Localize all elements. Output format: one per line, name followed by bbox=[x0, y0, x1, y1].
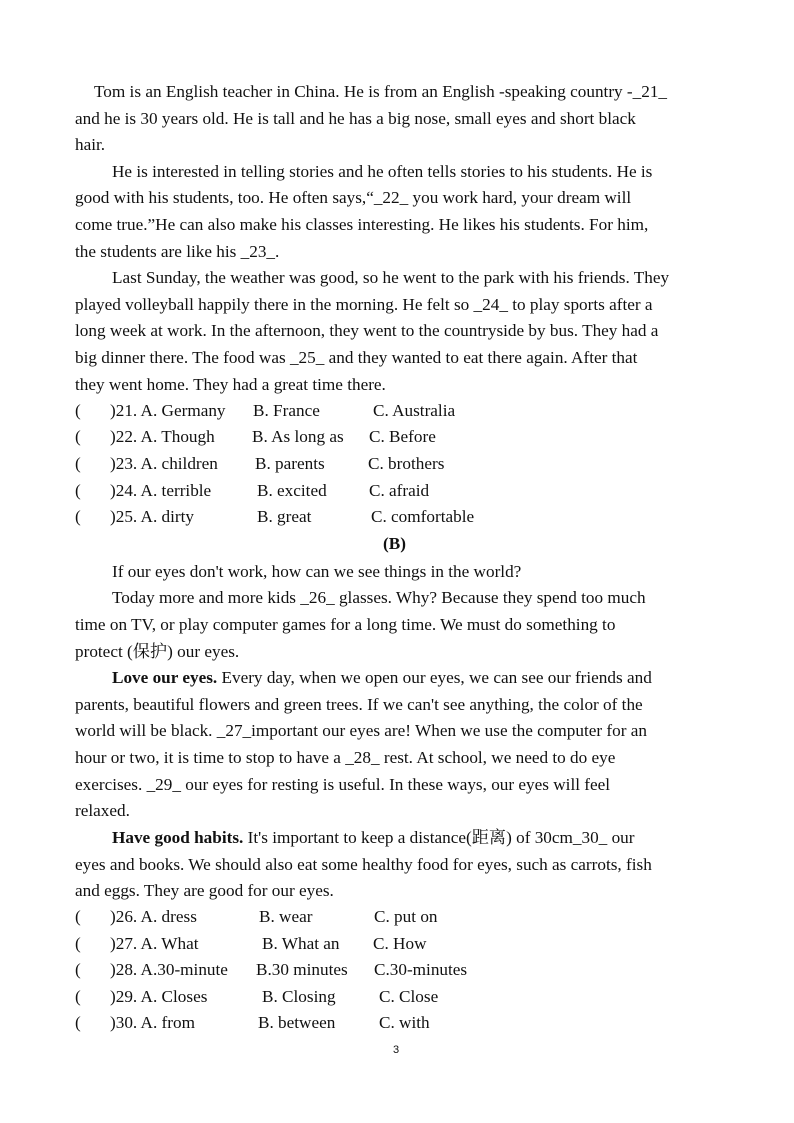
answer-blank[interactable]: ( bbox=[75, 934, 81, 953]
passage-b-line-5-text: Every day, when we open our eyes, we can see our friends and bbox=[217, 668, 652, 687]
passage-b-line-10: relaxed. bbox=[75, 801, 130, 820]
option-c: C.30-minutes bbox=[374, 960, 468, 979]
option-c: C. Before bbox=[369, 427, 436, 446]
page-number: 3 bbox=[393, 1044, 400, 1056]
option-a: )30. A. from bbox=[110, 1013, 195, 1032]
passage-a-line-4: He is interested in telling stories and he often tells stories to his students. He is bbox=[112, 162, 653, 181]
option-c: C. afraid bbox=[369, 481, 430, 500]
passage-a-line-2: and he is 30 years old. He is tall and he has a big nose, small eyes and short black bbox=[75, 109, 636, 128]
option-c: C. Australia bbox=[373, 401, 456, 420]
option-a: )28. A.30-minute bbox=[110, 960, 228, 979]
option-a: )25. A. dirty bbox=[110, 507, 195, 526]
passage-b-line-4: protect (保护) our eyes. bbox=[75, 642, 240, 661]
passage-a-line-1: Tom is an English teacher in China. He is from an English -speaking country -_21_ bbox=[94, 82, 668, 101]
option-c: C. with bbox=[379, 1013, 430, 1032]
answer-blank[interactable]: ( bbox=[75, 907, 81, 926]
passage-b-line-3: time on TV, or play computer games for a long time. We must do something to bbox=[75, 615, 616, 634]
passage-a-line-7: the students are like his _23_. bbox=[75, 242, 280, 261]
option-b: B.30 minutes bbox=[256, 960, 348, 979]
passage-a-line-9: played volleyball happily there in the morning. He felt so _24_ to play sports after a bbox=[75, 295, 653, 314]
option-a: )24. A. terrible bbox=[110, 481, 212, 500]
answer-blank[interactable]: ( bbox=[75, 507, 81, 526]
option-c: C. How bbox=[373, 934, 427, 953]
option-c: C. comfortable bbox=[371, 507, 475, 526]
option-c: C. put on bbox=[374, 907, 438, 926]
passage-a-line-8: Last Sunday, the weather was good, so he went to the park with his friends. They bbox=[112, 268, 670, 287]
passage-a-line-5: good with his students, too. He often says,“_22_ you work hard, your dream will bbox=[75, 188, 632, 207]
option-b: B. France bbox=[253, 401, 320, 420]
answer-blank[interactable]: ( bbox=[75, 1013, 81, 1032]
passage-b-line-13: and eggs. They are good for our eyes. bbox=[75, 881, 334, 900]
heading-love-our-eyes: Love our eyes. bbox=[112, 668, 218, 687]
option-b: B. excited bbox=[257, 481, 327, 500]
answer-blank[interactable]: ( bbox=[75, 401, 81, 420]
option-a: )29. A. Closes bbox=[110, 987, 208, 1006]
passage-b-line-11 bbox=[112, 827, 634, 849]
option-c: C. brothers bbox=[368, 454, 445, 473]
passage-b-line-11-text: It's important to keep a distance(距离) of 30cm_30_ our bbox=[243, 828, 635, 847]
passage-b-line-12: eyes and books. We should also eat some healthy food for eyes, such as carrots, fish bbox=[75, 855, 652, 874]
option-b: B. between bbox=[258, 1013, 336, 1032]
option-a: )27. A. What bbox=[110, 934, 199, 953]
answer-blank[interactable]: ( bbox=[75, 987, 81, 1006]
section-b-title: (B) bbox=[383, 534, 406, 553]
passage-a-line-10: long week at work. In the afternoon, they went to the countryside by bus. They had a bbox=[75, 321, 659, 340]
passage-b-line-9: exercises. _29_ our eyes for resting is useful. In these ways, our eyes will feel bbox=[75, 775, 611, 794]
passage-a-line-3: hair. bbox=[75, 135, 106, 154]
passage-b-line-8: hour or two, it is time to stop to have a _28_ rest. At school, we need to do eye bbox=[75, 748, 616, 767]
passage-a-line-11: big dinner there. The food was _25_ and they wanted to eat there again. After that bbox=[75, 348, 638, 367]
passage-b-line-6: parents, beautiful flowers and green trees. If we can't see anything, the color of the bbox=[75, 695, 643, 714]
option-b: B. parents bbox=[255, 454, 325, 473]
passage-b-line-2: Today more and more kids _26_ glasses. Why? Because they spend too much bbox=[112, 588, 646, 607]
passage-b-line-5 bbox=[112, 667, 652, 689]
option-b: B. What an bbox=[262, 934, 340, 953]
option-b: B. Closing bbox=[262, 987, 336, 1006]
option-c: C. Close bbox=[379, 987, 439, 1006]
passage-b-line-1: If our eyes don't work, how can we see things in the world? bbox=[112, 562, 522, 581]
answer-blank[interactable]: ( bbox=[75, 481, 81, 500]
passage-a-line-12: they went home. They had a great time there. bbox=[75, 375, 386, 394]
answer-blank[interactable]: ( bbox=[75, 960, 81, 979]
option-b: B. As long as bbox=[252, 427, 344, 446]
option-b: B. great bbox=[257, 507, 312, 526]
answer-blank[interactable]: ( bbox=[75, 454, 81, 473]
passage-b-line-7: world will be black. _27_important our eyes are! When we use the computer for an bbox=[75, 721, 647, 740]
answer-blank[interactable]: ( bbox=[75, 427, 81, 446]
option-a: )22. A. Though bbox=[110, 427, 215, 446]
option-a: )26. A. dress bbox=[110, 907, 197, 926]
heading-have-good-habits: Have good habits. bbox=[112, 828, 244, 847]
passage-a-line-6: come true.”He can also make his classes interesting. He likes his students. For him, bbox=[75, 215, 649, 234]
option-b: B. wear bbox=[259, 907, 313, 926]
option-a: )21. A. Germany bbox=[110, 401, 226, 420]
option-a: )23. A. children bbox=[110, 454, 218, 473]
